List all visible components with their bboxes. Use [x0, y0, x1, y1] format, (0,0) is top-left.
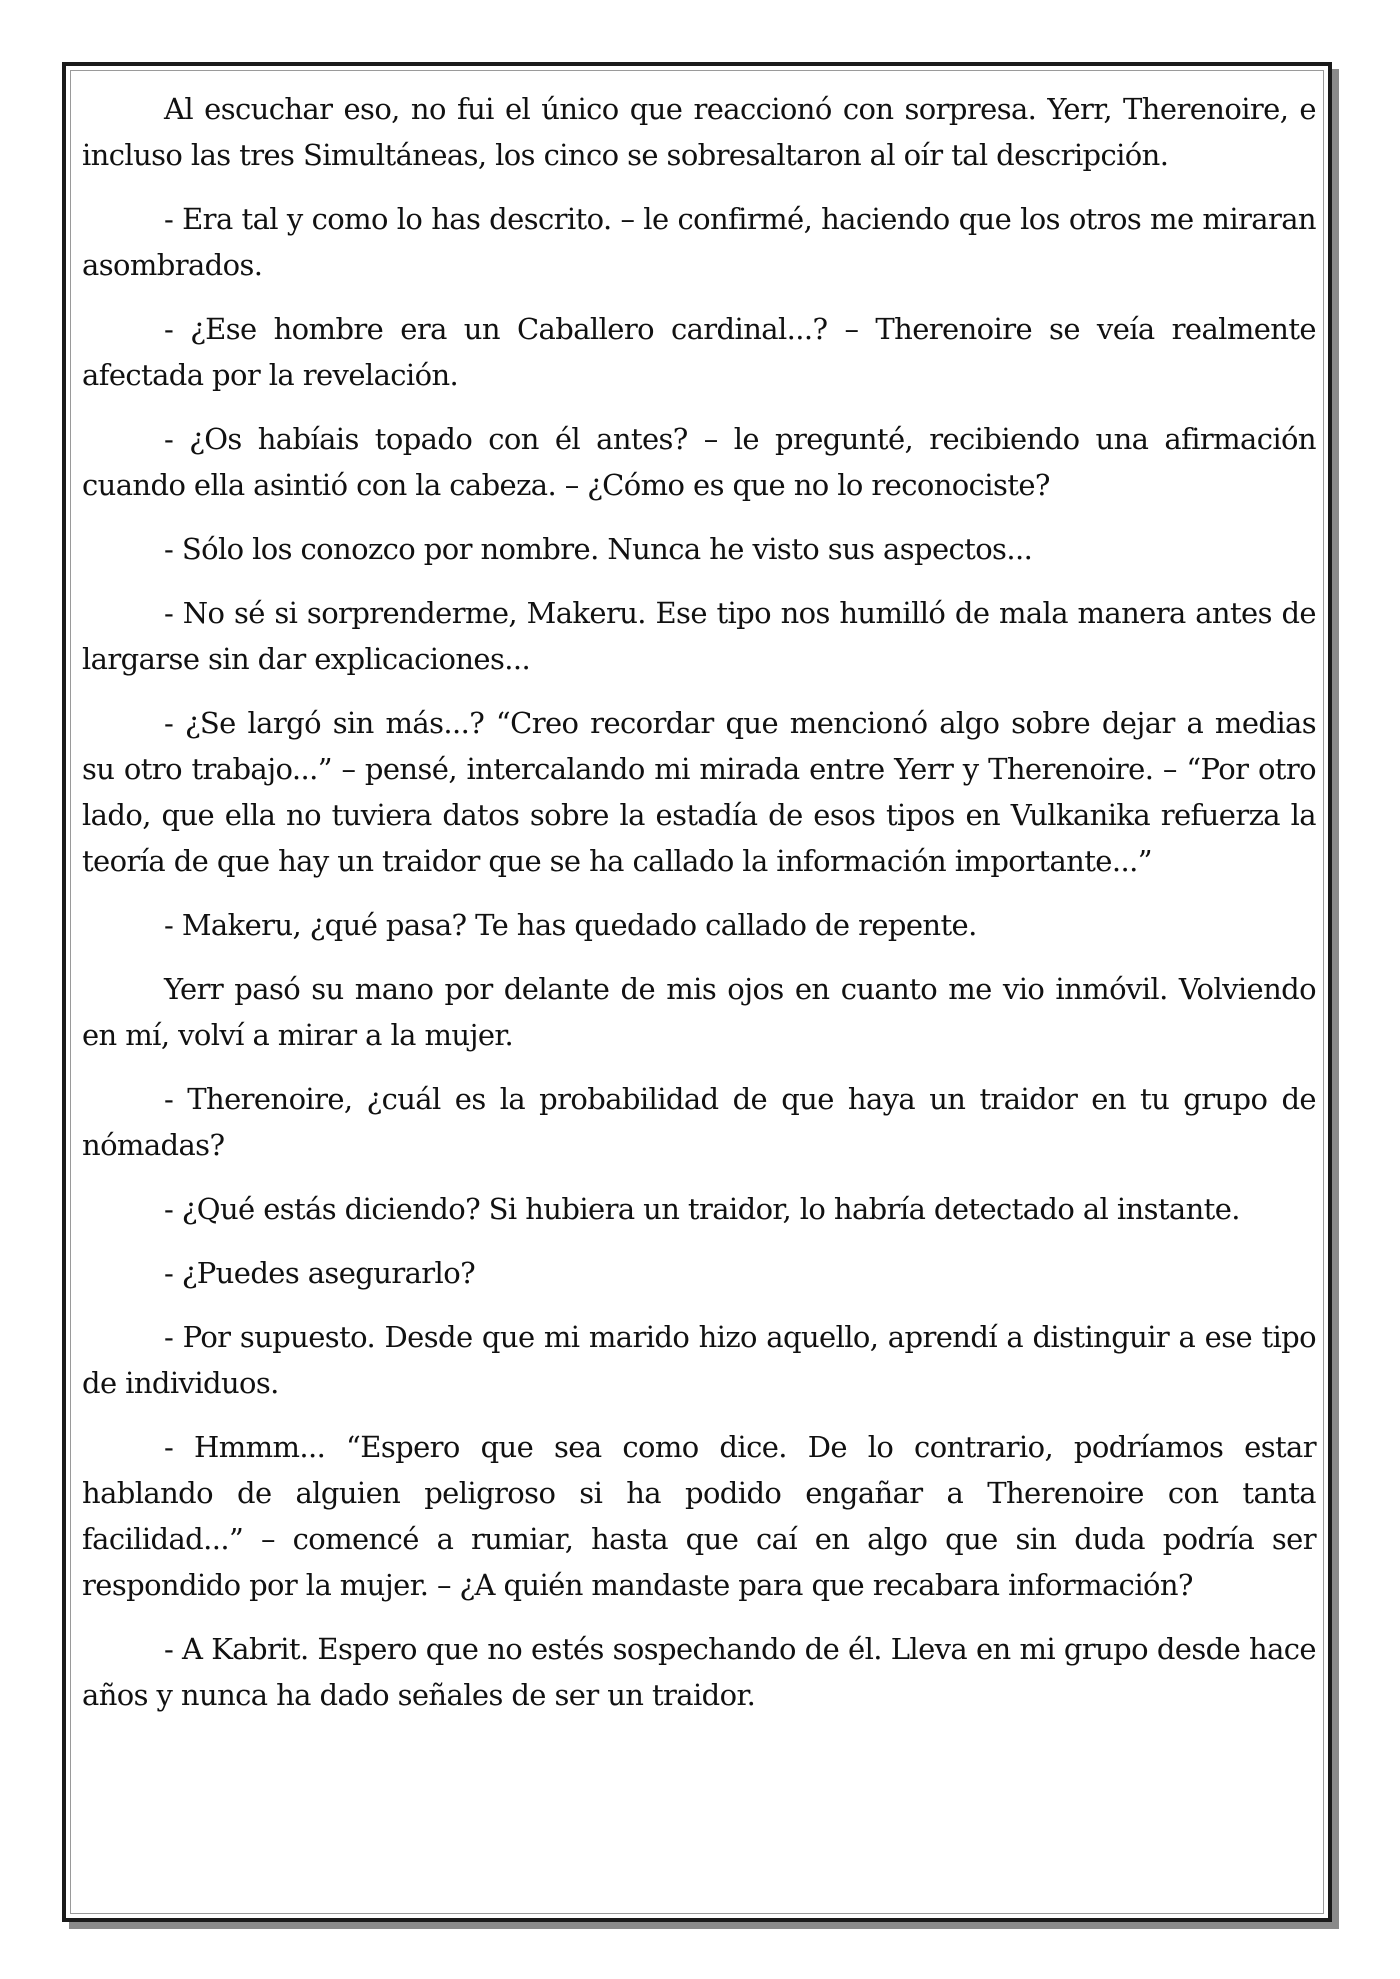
paragraph: - Makeru, ¿qué pasa? Te has quedado callado de repente. — [164, 908, 977, 942]
paragraph: Yerr pasó su mano por delante de mis ojos en cuanto me vio inmóvil. Volviendo en mí, volví a mirar a la mujer. — [82, 972, 1316, 1052]
paragraph: - A Kabrit. Espero que no estés sospechando de él. Lleva en mi grupo desde hace años y nunca ha dado señales de ser un traidor. — [82, 1632, 1316, 1712]
paragraph: - ¿Puedes asegurarlo? — [164, 1256, 476, 1290]
paragraph: - Era tal y como lo has descrito. – le confirmé, haciendo que los otros me miraran asombrados. — [82, 202, 1316, 282]
paragraph: - Hmmm... “Espero que sea como dice. De lo contrario, podríamos estar hablando de alguien peligroso si ha podido engañar a Therenoire con tanta facilidad...” – comencé a rumiar, hasta que caí en algo que sin duda podría ser respondido por la mujer. – ¿A quién mandaste para que recabara información? — [82, 1430, 1316, 1602]
paragraph: - ¿Qué estás diciendo? Si hubiera un traidor, lo habría detectado al instante. — [164, 1192, 1240, 1226]
paragraph: - Sólo los conozco por nombre. Nunca he visto sus aspectos... — [164, 532, 1033, 566]
paragraph: - ¿Os habíais topado con él antes? – le pregunté, recibiendo una afirmación cuando ella asintió con la cabeza. – ¿Cómo es que no lo reconociste? — [82, 422, 1316, 502]
paragraph: - No sé si sorprenderme, Makeru. Ese tipo nos humilló de mala manera antes de largarse sin dar explicaciones... — [82, 596, 1316, 676]
paragraph: Al escuchar eso, no fui el único que reaccionó con sorpresa. Yerr, Therenoire, e incluso las tres Simultáneas, los cinco se sobresaltaron al oír tal descripción. — [82, 92, 1316, 172]
paragraph: - Por supuesto. Desde que mi marido hizo aquello, aprendí a distinguir a ese tipo de individuos. — [82, 1320, 1316, 1400]
paragraph: - ¿Ese hombre era un Caballero cardinal...? – Therenoire se veía realmente afectada por la revelación. — [82, 312, 1316, 392]
paragraph: - Therenoire, ¿cuál es la probabilidad de que haya un traidor en tu grupo de nómadas? — [82, 1082, 1316, 1162]
document-body — [82, 86, 1316, 1736]
paragraph: - ¿Se largó sin más...? “Creo recordar que mencionó algo sobre dejar a medias su otro trabajo...” – pensé, intercalando mi mirada entre Yerr y Therenoire. – “Por otro lado, que ella no tuviera datos sobre la estadía de esos tipos en Vulkanika refuerza la teoría de que hay un traidor que se ha callado la información importante...” — [82, 706, 1316, 878]
